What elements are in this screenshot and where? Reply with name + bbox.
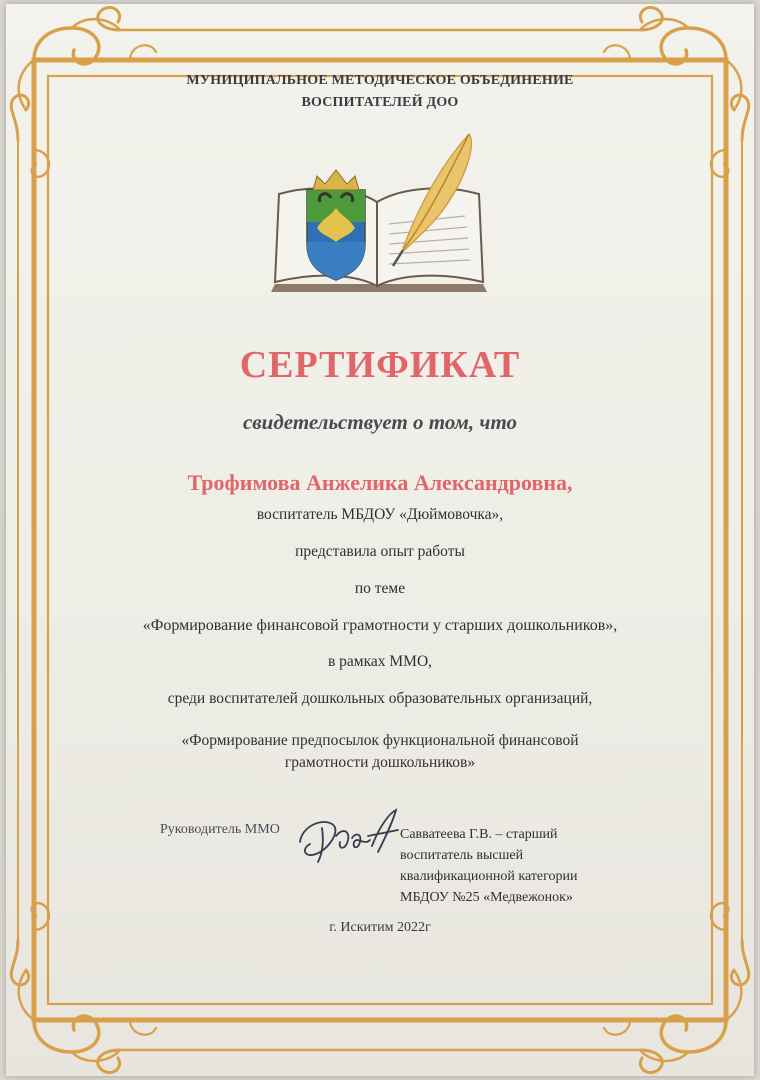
signer-line-2: воспитатель высшей xyxy=(400,848,524,863)
recipient-position: воспитатель МБДОУ «Дюймовочка», xyxy=(256,506,504,523)
signer-line-3: квалификационной категории xyxy=(400,869,578,884)
text-among: среди воспитателей дошкольных образовательных организаций, xyxy=(167,690,593,707)
certificate-subtitle: свидетельствует о том, что xyxy=(242,410,518,434)
text-within: в рамках ММО, xyxy=(327,653,433,670)
signer-line-4: МБДОУ №25 «Медвежонок» xyxy=(400,890,573,905)
mmo-theme-line-2: грамотности дошкольников» xyxy=(284,754,476,771)
mmo-theme xyxy=(0,730,760,774)
handwritten-signature-icon xyxy=(292,806,402,868)
recipient-name: Трофимова Анжелика Александровна, xyxy=(187,470,573,495)
organization-line-1: МУНИЦИПАЛЬНОЕ МЕТОДИЧЕСКОЕ ОБЪЕДИНЕНИЕ xyxy=(186,73,574,88)
signer-line-1: Савватеева Г.В. – старший xyxy=(400,827,558,842)
text-topic-intro: по теме xyxy=(354,580,406,597)
mmo-theme-line-1: «Формирование предпосылок функциональной финансовой xyxy=(181,732,579,749)
organization-line-2: ВОСПИТАТЕЛЕЙ ДОО xyxy=(301,95,459,110)
signer-details xyxy=(400,824,578,908)
place-and-year: г. Искитим 2022г xyxy=(329,920,431,935)
topic-title: «Формирование финансовой грамотности у старших дошкольников», xyxy=(142,617,618,634)
certificate-title: СЕРТИФИКАТ xyxy=(239,344,521,386)
coat-of-arms-open-book-quill-icon xyxy=(265,124,495,299)
organization-header xyxy=(0,70,760,114)
signature-role-label: Руководитель ММО xyxy=(160,822,280,837)
text-presented: представила опыт работы xyxy=(295,543,465,560)
